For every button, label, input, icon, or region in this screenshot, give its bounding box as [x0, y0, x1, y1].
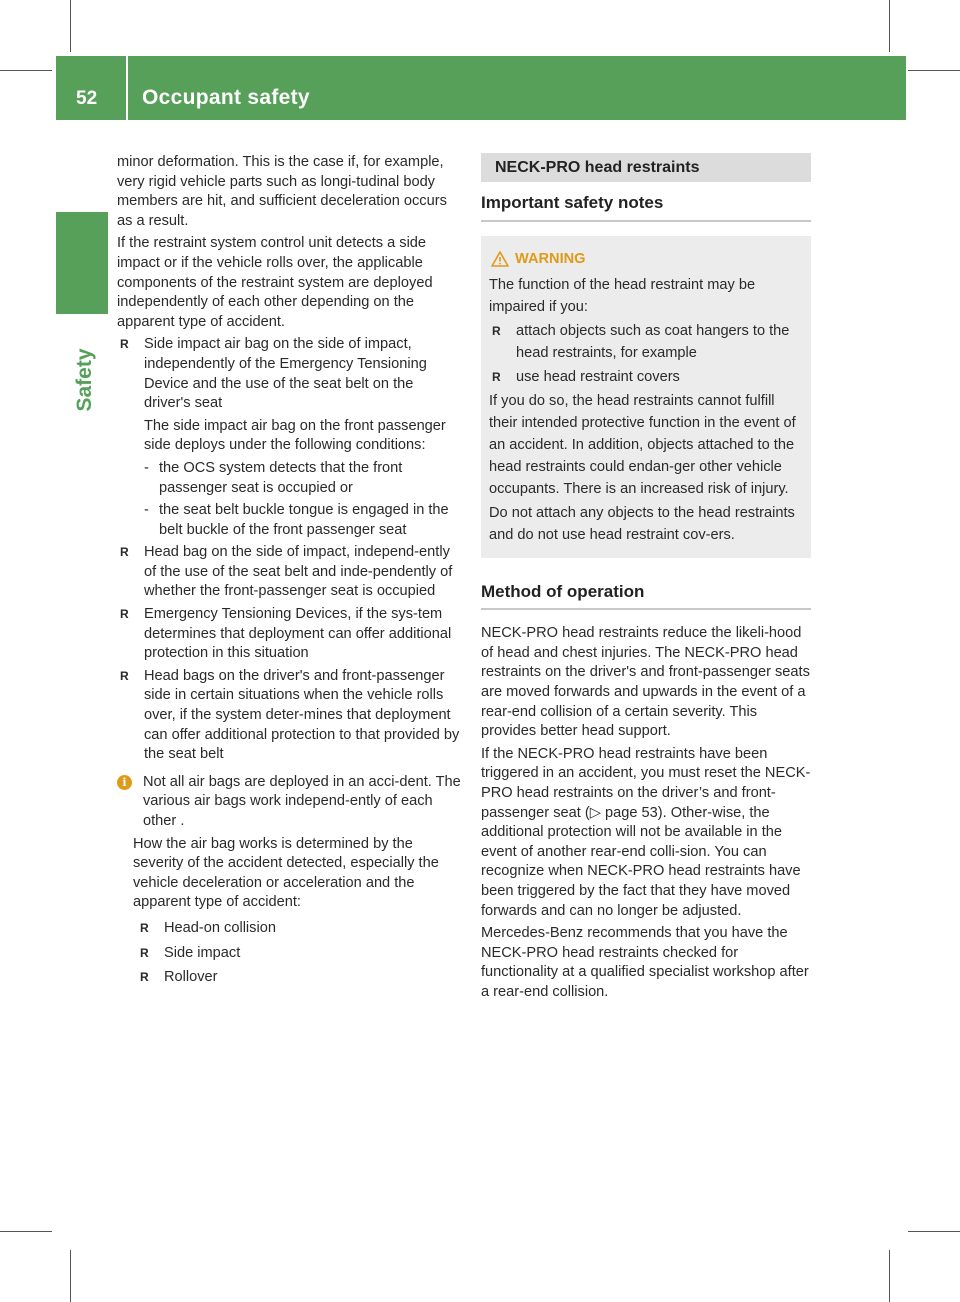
- info-paragraph: Not all air bags are deployed in an acci-dent. The various air bags work independ-ently of each other .: [143, 773, 461, 829]
- section-title: NECK-PRO head restraints: [481, 153, 811, 182]
- paragraph: minor deformation. This is the case if, for example, very rigid vehicle parts such as longi-tudinal body members are hit, and sufficient deceleration occurs as a result.: [117, 154, 447, 229]
- warning-paragraph: The function of the head restraint may be impaired if you:: [489, 276, 756, 315]
- list-item: R Emergency Tensioning Devices, if the sys-tem determines that deployment can offer additional protection in this situation: [117, 605, 462, 664]
- header-divider: [126, 56, 128, 120]
- subheading: Important safety notes: [481, 193, 811, 222]
- side-tab-label: Safety: [73, 348, 96, 412]
- sub-list-item: - the OCS system detects that the front passenger seat is occupied or: [117, 459, 462, 498]
- page-number: 52: [76, 88, 98, 109]
- crop-mark: [0, 1231, 52, 1232]
- info-note: [117, 773, 462, 988]
- crop-mark: [908, 70, 960, 71]
- list-item: R use head restraint covers: [489, 366, 803, 388]
- list-item: R Head bags on the driver's and front-passenger side in certain situations when the vehicle rolls over, if the system deter-mines that deployment can offer additional protection to that provided by the seat belt: [117, 667, 462, 765]
- crop-mark: [0, 70, 52, 71]
- page-title: Occupant safety: [142, 86, 310, 109]
- warning-label: WARNING: [515, 250, 586, 267]
- subheading: Method of operation: [481, 582, 811, 611]
- paragraph-text: ). Other-wise, the additional protection will not be available in the event of another rear-end colli-sion. You can recognize when NECK-PRO head restraints have been triggered by the fact that they have moved forwards and can no longer be adjusted.: [481, 804, 801, 919]
- crop-mark: [70, 1250, 71, 1302]
- side-tab: [56, 212, 108, 314]
- list-item-note: The side impact air bag on the front passenger side deploys under the following conditions:: [144, 417, 446, 454]
- list-item: R Side impact: [137, 944, 462, 964]
- list-item: R Side impact air bag on the side of impact, independently of the Emergency Tensioning Device and the use of the seat belt on the driver's seat: [117, 335, 462, 413]
- warning-paragraph: Do not attach any objects to the head restraints and do not use head restraint cov-ers.: [489, 504, 795, 543]
- list-item: R Head-on collision: [137, 919, 462, 939]
- list-item: R Rollover: [137, 968, 462, 988]
- crop-mark: [889, 0, 890, 52]
- warning-paragraph: If you do so, the head restraints cannot fulfill their intended protective function in the event of an accident. In addition, objects attached to the head restraints could endan-ger other vehicle occupants. There is an increased risk of injury.: [489, 392, 796, 497]
- sub-list-item: - the seat belt buckle tongue is engaged in the belt buckle of the front passenger seat: [117, 501, 462, 540]
- info-icon: i: [117, 775, 132, 790]
- right-column: [481, 153, 811, 1005]
- info-paragraph: How the air bag works is determined by the severity of the accident detected, especially the vehicle deceleration or acceleration and the apparent type of accident:: [133, 835, 439, 911]
- crop-mark: [908, 1231, 960, 1232]
- info-list: [133, 919, 462, 988]
- crop-mark: [889, 1250, 890, 1302]
- paragraph-text: If the NECK-PRO head restraints have been triggered in an accident, you must reset the NECK-PRO head restraints on the driver’s and front-passenger seat (: [481, 745, 811, 821]
- warning-box: [481, 236, 811, 558]
- paragraph: NECK-PRO head restraints reduce the likeli-hood of head and chest injuries. The NECK-PRO head restraints on the driver's and front-passenger seats are moved forwards and upwards in the event of a rear-end collision of a certain severity. This provides better head support.: [481, 625, 810, 740]
- paragraph: If the restraint system control unit detects a side impact or if the vehicle rolls over, the applicable components of the restraint system are deployed independently of each other depending on the apparent type of accident.: [117, 235, 433, 330]
- list-item: R attach objects such as coat hangers to the head restraints, for example: [489, 320, 803, 364]
- warning-header: [491, 248, 803, 270]
- warning-icon: [491, 251, 509, 267]
- paragraph: Mercedes-Benz recommends that you have the NECK-PRO head restraints checked for functionality at a qualified specialist workshop after a rear-end collision.: [481, 925, 809, 1000]
- page-reference-link[interactable]: ▷ page 53: [589, 804, 658, 821]
- paragraph: [481, 745, 811, 921]
- left-column: [117, 153, 462, 993]
- crop-mark: [70, 0, 71, 52]
- list-item: R Head bag on the side of impact, independ-ently of the use of the seat belt and inde-pendently of whether the front-passenger seat is occupied: [117, 543, 462, 602]
